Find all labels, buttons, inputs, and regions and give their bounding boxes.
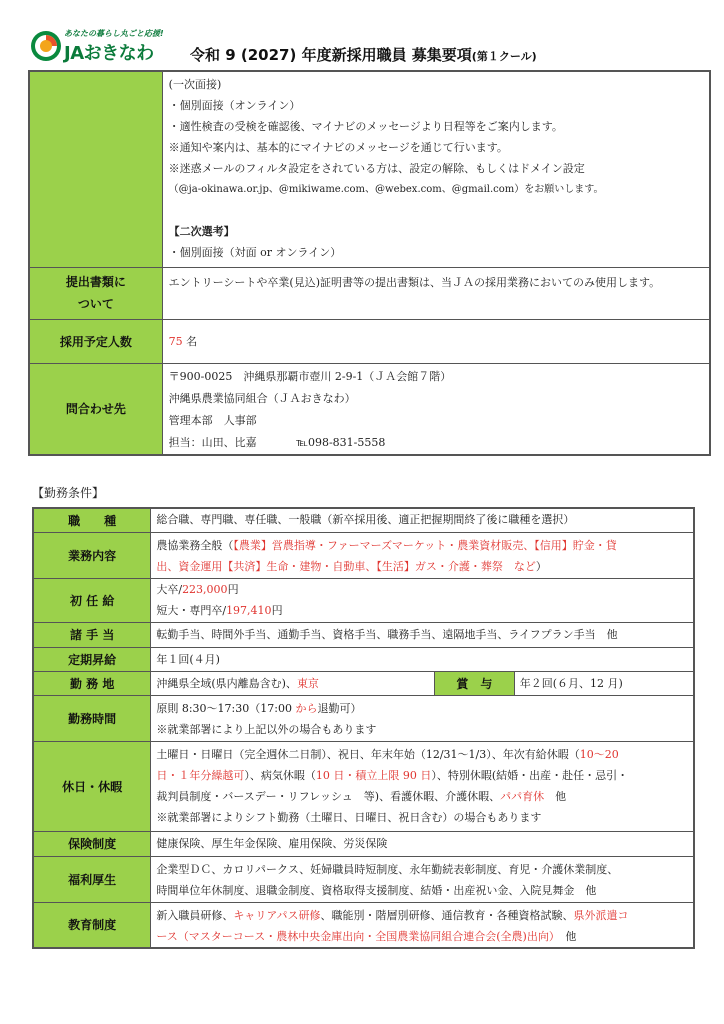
contact-row [29, 363, 710, 455]
insurance-row [33, 831, 694, 856]
hours-text [151, 695, 694, 741]
selection-content [162, 71, 710, 267]
selection-line: ・適性検査の受検を確認後、マイナビのメッセージより日程等をご案内します。 [168, 120, 563, 133]
training-text: 他 [554, 929, 577, 943]
holidays-label: 休日・休暇 [33, 741, 151, 831]
documents-text-body: エントリーシートや卒業(見込)証明書等の提出書類は、当ＪＡの採用業務においてのみ使用します。 [168, 275, 661, 289]
raise-text: 年１回(４月) [151, 647, 694, 671]
duties-highlight: 【農業】営農指導・ファーマーズマーケット・農業資材販売、【信用】貯金・貸 [233, 538, 617, 552]
duties-line-1 [156, 535, 688, 556]
work-conditions-table [32, 507, 695, 949]
page-title [190, 44, 537, 65]
holidays-text-red: 10～20 [579, 747, 619, 761]
welfare-label: 福利厚生 [33, 856, 151, 902]
training-text [151, 902, 694, 948]
headcount-unit: 名 [186, 334, 198, 348]
holidays-text: 裁判員制度・バースデー・リフレッシュ 等)、看護休暇、介護休暇、 [156, 789, 501, 803]
contact-address: 〒900-0025 沖縄県那覇市壺川 2-9-1（ＪＡ会館７階） [168, 369, 452, 383]
training-text-red: 県外派遣コ [573, 908, 629, 922]
training-row [33, 902, 694, 948]
holidays-line-4: ※就業部署によりシフト勤務（土曜日、日曜日、祝日含む）の場合もあります [156, 810, 542, 824]
raise-label: 定期昇給 [33, 647, 151, 671]
salary-univ-value: 223,000 [182, 582, 228, 596]
duties-line-2 [156, 556, 688, 577]
welfare-row [33, 856, 694, 902]
duties-row [33, 532, 694, 578]
holidays-line-1 [156, 744, 688, 765]
holidays-text-red: パパ育休 [500, 789, 545, 803]
contact-label: 問合わせ先 [29, 363, 162, 455]
duties-prefix: 農協業務全般（ [156, 538, 234, 552]
salary-row [33, 578, 694, 622]
location-tokyo: 東京 [296, 676, 319, 690]
bonus-text: 年２回(６月、12 月) [514, 671, 694, 695]
work-conditions-heading: 【勤務条件】 [32, 486, 105, 500]
hours-line-1 [156, 698, 688, 719]
selection-line: （@ja-okinawa.or.jp、@mikiwame.com、@webex.com、@gmail.com）をお願いします。 [168, 184, 604, 195]
hours-line-2: ※就業部署により上記以外の場合もあります [156, 722, 377, 736]
selection-line: (一次面接) [168, 78, 222, 91]
salary-jc-label: 短大・専門卒/ [156, 603, 227, 617]
duties-label: 業務内容 [33, 532, 151, 578]
training-line-1 [156, 905, 688, 926]
salary-unit: 円 [227, 582, 239, 596]
location-main: 沖縄県全域(県内離島含む)、 [156, 676, 297, 690]
logo-name: JAおきなわ [64, 43, 154, 64]
contact-org: 沖縄県農業協同組合（ＪＡおきなわ） [168, 391, 356, 405]
insurance-text: 健康保険、厚生年金保険、雇用保険、労災保険 [151, 831, 694, 856]
duties-highlight: 出、資金運用【共済】生命・建物・自動車、【生活】ガス・介護・葬祭 など [156, 559, 536, 573]
raise-row [33, 647, 694, 671]
welfare-line-2: 時間単位年休制度、退職金制度、資格取得支援制度、結婚・出産祝い金、入院見舞金 他 [156, 883, 597, 897]
headcount-row [29, 319, 710, 363]
contact-tel: ℡098-831-5558 [296, 435, 386, 449]
duties-text [151, 532, 694, 578]
job-type-row [33, 508, 694, 532]
salary-text [151, 578, 694, 622]
insurance-label: 保険制度 [33, 831, 151, 856]
location-label: 勤 務 地 [33, 671, 151, 695]
training-line-2 [156, 926, 688, 947]
contact-dept: 管理本部 人事部 [168, 413, 257, 427]
allowances-text: 転勤手当、時間外手当、通勤手当、資格手当、職務手当、遠隔地手当、ライフプラン手当 他 [151, 622, 694, 647]
salary-label: 初 任 給 [33, 578, 151, 622]
contact-content [162, 363, 710, 455]
holidays-text: ）、特別休暇(結婚・出産・赴任・忌引・ [431, 768, 629, 782]
contact-person-line [169, 432, 703, 454]
hours-row [33, 695, 694, 741]
headcount-value [162, 319, 710, 363]
holidays-text: 土曜日・日曜日（完全週休二日制）、祝日、年末年始（12/31～1/3）、年次有給休暇（ [156, 747, 580, 761]
ja-okinawa-logo [30, 26, 180, 66]
job-type-text: 総合職、専門職、専任職、一般職（新卒採用後、適正把握期間終了後に職種を選択） [151, 508, 694, 532]
holidays-text-red: 10 日・積立上限 90 日 [315, 768, 432, 782]
logo-tagline: あなたの暮らし丸ごと応援! [64, 29, 164, 38]
training-text-red: キャリアパス研修 [233, 908, 321, 922]
hours-text-b: 退勤可） [317, 701, 362, 715]
allowances-label: 諸 手 当 [33, 622, 151, 647]
documents-label [29, 267, 162, 319]
training-text-red: ース（マスターコース・農林中央金庫出向・全国農業協同組合連合会(全農)出向） [156, 929, 555, 943]
selection-line: ・個別面接（オンライン） [168, 99, 301, 112]
headcount-label: 採用予定人数 [29, 319, 162, 363]
documents-label-line: 提出書類に [65, 275, 126, 289]
location-row [33, 671, 694, 695]
training-label: 教育制度 [33, 902, 151, 948]
selection-line: ※迷惑メールのフィルタ設定をされている方は、設定の解除、もしくはドメイン設定 [168, 162, 585, 175]
contact-person: 担当：山田、比嘉 [168, 435, 257, 449]
holidays-line-2 [156, 765, 688, 786]
salary-unit: 円 [271, 603, 283, 617]
salary-univ [156, 579, 688, 600]
holidays-text-red: 日・１年分繰越可 [156, 768, 245, 782]
selection-row [29, 71, 710, 267]
welfare-text [151, 856, 694, 902]
page-title-sub: (第１クール) [471, 50, 537, 63]
job-type-label: 職 種 [33, 508, 151, 532]
documents-text [162, 267, 710, 319]
salary-jc [156, 600, 688, 621]
salary-univ-label: 大卒/ [156, 582, 183, 596]
holidays-text [151, 741, 694, 831]
holidays-text: ）、病気休暇（ [244, 768, 316, 782]
selection-line: ※通知や案内は、基本的にマイナビのメッセージを通じて行います。 [168, 141, 508, 154]
selection-label [29, 71, 162, 267]
recruit-info-table [28, 70, 711, 456]
welfare-line-1: 企業型ＤＣ、カロリパークス、妊婦職員時短制度、永年勤続表彰制度、育児・介護休業制度、 [156, 862, 619, 876]
training-text: 新入職員研修、 [156, 908, 234, 922]
salary-jc-value: 197,410 [226, 603, 272, 617]
selection-line [169, 200, 703, 221]
training-text: 、職能別・階層別研修、通信教育・各種資格試験、 [320, 908, 574, 922]
selection-line: ・個別面接（対面 or オンライン） [168, 246, 342, 259]
location-text [151, 671, 435, 695]
holidays-row [33, 741, 694, 831]
bonus-label: 賞 与 [434, 671, 514, 695]
hours-label: 勤務時間 [33, 695, 151, 741]
documents-label-line: ついて [77, 297, 114, 311]
selection-line: 【二次選考】 [168, 225, 235, 238]
ja-logo-mark-icon [30, 30, 62, 62]
hours-text-a: 原則 8:30～17:30（17:00 [156, 701, 296, 715]
duties-suffix: ） [535, 559, 547, 573]
allowances-row [33, 622, 694, 647]
hours-text-red: から [295, 701, 318, 715]
holidays-line-3 [156, 786, 688, 807]
headcount-number: 75 [168, 334, 183, 348]
page-title-main: 令和 9 (2027) 年度新採用職員 募集要項 [190, 46, 472, 64]
documents-row [29, 267, 710, 319]
holidays-text: 他 [544, 789, 567, 803]
